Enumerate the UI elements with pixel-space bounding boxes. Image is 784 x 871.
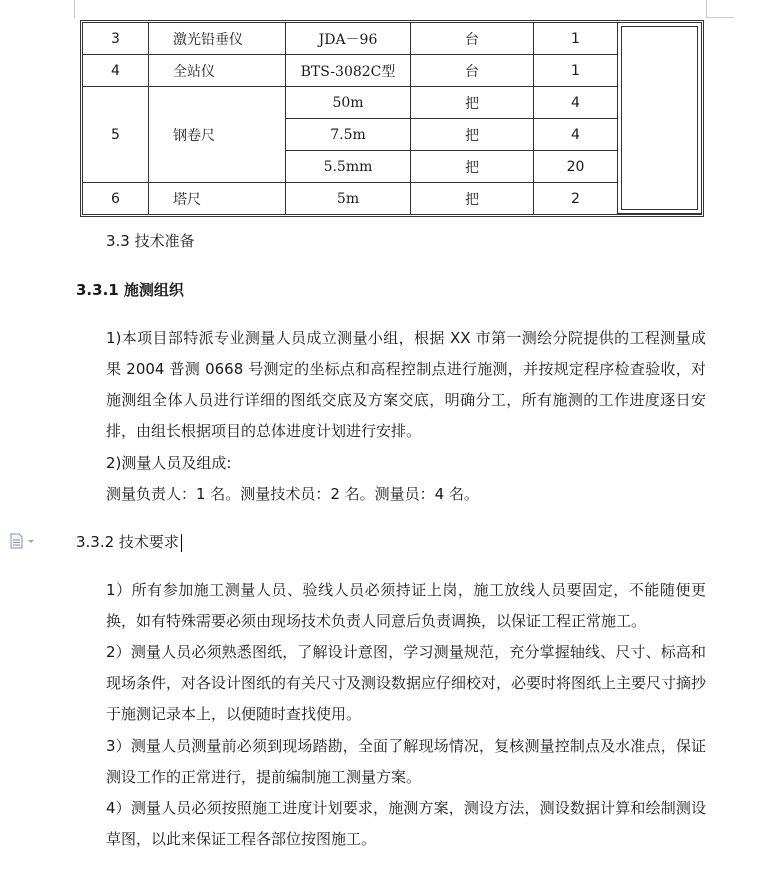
section-heading-3-3-1: 3.3.1 施测组织 [76,281,184,299]
cell-name: 全站仪 [149,55,286,87]
paragraph-text: 4）测量人员必须按照施工进度计划要求，施测方案，测设方法，测设数据计算和绘制测设草图，以此来保证工程各部位按图施工。 [106,799,706,848]
paragraph [76,637,706,730]
section-heading-3-3-2 [76,532,182,552]
page-corner-mark [706,0,707,18]
cell-no: 5 [83,87,149,183]
document-paragraph-icon[interactable] [10,533,38,549]
page-corner-mark [706,17,734,18]
cell-remark [618,23,701,214]
equipment-table [80,20,704,217]
table-row [83,87,701,119]
cell-qty: 1 [534,55,618,87]
table-row [83,23,701,55]
page-corner-mark [74,0,75,18]
cell-name: 激光铅垂仪 [149,23,286,55]
paragraph-text: 测量负责人：1 名。测量技术员：2 名。测量员：4 名。 [106,485,479,503]
paragraph-text: 1)本项目部特派专业测量人员成立测量小组，根据 XX 市第一测绘分院提供的工程测量成果 2004 普测 0668 号测定的坐标点和高程控制点进行施测，并按规定程序检查验收，对施测组全体人员进行详细的图纸交底及方案交底，明确分工，所有施测的工作进度逐日安排，由组长根据项目的总体进度计划进行安排。 [106,329,706,440]
paragraph [76,731,706,793]
paragraph-text: 3）测量人员测量前必须到现场踏勘，全面了解现场情况，复核测量控制点及水准点，保证测设工作的正常进行，提前编制施工测量方案。 [106,737,706,786]
cell-qty: 20 [534,151,618,183]
table-row [83,55,701,87]
cell-name: 钢卷尺 [149,87,286,183]
cell-qty: 2 [534,183,618,214]
text-cursor [181,534,182,552]
heading-text: 3.3.2 技术要求 [76,533,179,551]
remark-box [621,26,698,210]
cell-no: 3 [83,23,149,55]
paragraph-text: 2)测量人员及组成: [106,454,232,472]
cell-unit: 把 [411,151,534,183]
cell-model: 5.5mm [286,151,411,183]
cell-model: 50m [286,87,411,119]
cell-model: JDA－96 [286,23,411,55]
cell-unit: 把 [411,119,534,151]
cell-no: 6 [83,183,149,214]
cell-unit: 把 [411,183,534,214]
cell-name: 塔尺 [149,183,286,214]
paragraph-text: 1）所有参加施工测量人员、验线人员必须持证上岗，施工放线人员要固定，不能随便更换，如有特殊需要必须由现场技术负责人同意后负责调换，以保证工程正常施工。 [106,581,706,630]
cell-no: 4 [83,55,149,87]
cell-qty: 4 [534,87,618,119]
cell-qty: 1 [534,23,618,55]
table-row [83,183,701,214]
cell-unit: 台 [411,23,534,55]
section-heading-3-3: 3.3 技术准备 [106,232,195,250]
paragraph [76,323,706,447]
cell-unit: 台 [411,55,534,87]
paragraph-text: 2）测量人员必须熟悉图纸，了解设计意图，学习测量规范，充分掌握轴线、尺寸、标高和现场条件，对各设计图纸的有关尺寸及测设数据应仔细校对，必要时将图纸上主要尺寸摘抄于施测记录本上，以便随时查找使用。 [106,643,707,723]
cell-qty: 4 [534,119,618,151]
cell-model: 5m [286,183,411,214]
paragraph [76,793,706,855]
cell-model: 7.5m [286,119,411,151]
paragraph [76,575,706,637]
cell-unit: 把 [411,87,534,119]
cell-model: BTS-3082C型 [286,55,411,87]
